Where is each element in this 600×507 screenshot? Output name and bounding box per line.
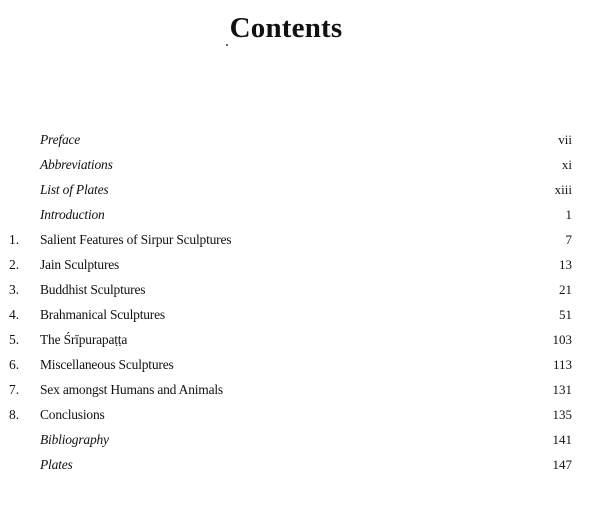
entry-page-number: 141: [552, 432, 572, 447]
entry-number: 1.: [9, 232, 20, 247]
toc-entry: [0, 257, 600, 282]
entry-title: Jain Sculptures: [40, 257, 120, 272]
entry-title: Salient Features of Sirpur Sculptures: [40, 232, 232, 247]
entry-number: 8.: [9, 407, 20, 422]
toc-entry: [0, 157, 600, 182]
entry-title: Sex amongst Humans and Animals: [40, 382, 223, 397]
entry-page-number: 103: [552, 332, 572, 347]
entry-page-number: 1: [565, 207, 572, 222]
toc-entry: [0, 282, 600, 307]
toc-entry: [0, 457, 600, 482]
entry-title: Miscellaneous Sculptures: [40, 357, 174, 372]
entry-page-number: 21: [559, 282, 572, 297]
entry-page-number: 51: [559, 307, 572, 322]
toc-entry: [0, 382, 600, 407]
entry-number: 6.: [9, 357, 20, 372]
entry-number: 5.: [9, 332, 20, 347]
print-speck: [226, 44, 228, 46]
toc-entry: [0, 132, 600, 157]
entry-title: Bibliography: [40, 432, 109, 447]
entry-number: 2.: [9, 257, 20, 272]
entry-title: The Śrīpurapaṭṭa: [40, 332, 128, 347]
entry-number: 4.: [9, 307, 20, 322]
entry-title: Brahmanical Sculptures: [40, 307, 165, 322]
toc-entry: [0, 232, 600, 257]
toc-entry: [0, 182, 600, 207]
entry-page-number: 13: [559, 257, 572, 272]
entry-page-number: 135: [552, 407, 572, 422]
entry-page-number: 131: [552, 382, 572, 397]
entry-page-number: 113: [552, 357, 572, 372]
entry-title: Conclusions: [40, 407, 105, 422]
entry-page-number: 147: [552, 457, 572, 472]
entry-title: Preface: [40, 132, 81, 147]
entry-page-number: xi: [561, 157, 572, 172]
toc-entry: [0, 332, 600, 357]
toc-entry: [0, 307, 600, 332]
entry-page-number: 7: [565, 232, 572, 247]
entry-title: Introduction: [40, 207, 105, 222]
toc-entry: [0, 432, 600, 457]
entry-title: Buddhist Sculptures: [40, 282, 146, 297]
toc-entry: [0, 407, 600, 432]
table-of-contents: [0, 132, 600, 482]
entry-page-number: vii: [558, 132, 572, 147]
entry-title: Abbreviations: [40, 157, 113, 172]
entry-number: 3.: [9, 282, 20, 297]
toc-entry: [0, 357, 600, 382]
entry-number: 7.: [9, 382, 20, 397]
page-title: Contents: [229, 12, 343, 44]
toc-entry: [0, 207, 600, 232]
entry-title: Plates: [40, 457, 73, 472]
entry-page-number: xiii: [554, 182, 572, 197]
entry-title: List of Plates: [40, 182, 109, 197]
